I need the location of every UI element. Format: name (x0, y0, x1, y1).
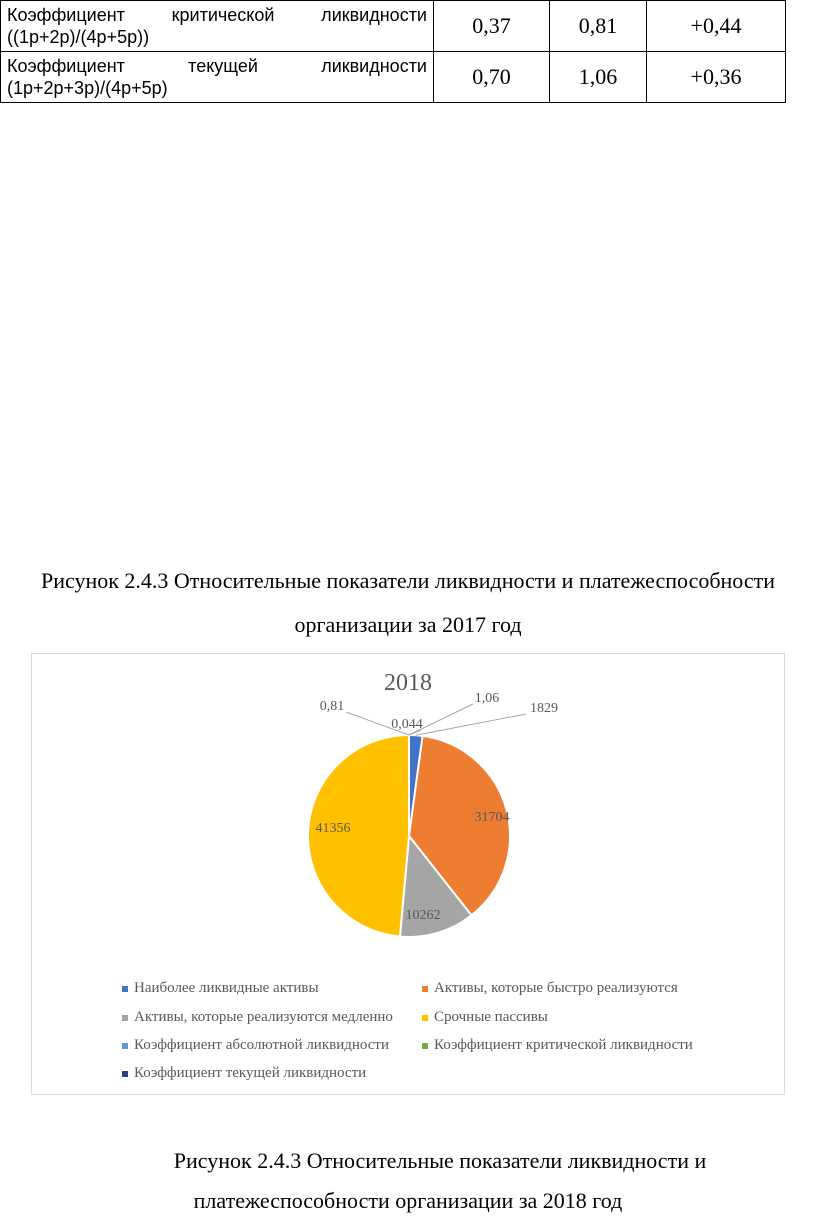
pie-chart-svg (32, 654, 784, 1094)
legend-label: Коэффициент абсолютной ликвидности (134, 1037, 389, 1053)
liquidity-table (0, 0, 786, 103)
label-leader-line (416, 714, 526, 735)
change-cell: +0,44 (647, 1, 786, 52)
legend-item (422, 1037, 693, 1054)
figure-caption-2017-line2: организации за 2017 год (294, 612, 522, 637)
legend-swatch (122, 986, 128, 992)
data-label: 1,06 (474, 691, 500, 706)
legend-item (422, 980, 678, 997)
legend-swatch (122, 1015, 128, 1021)
change-cell: +0,36 (647, 52, 786, 103)
indicator-formula: ((1р+2р)/(4р+5р)) (7, 26, 150, 47)
value-2017-cell: 0,70 (434, 52, 550, 103)
indicator-name-cell (1, 1, 434, 52)
data-label: 10262 (405, 908, 441, 923)
legend-item (422, 1009, 548, 1026)
data-label: 0,81 (319, 699, 345, 714)
legend-item (122, 980, 319, 997)
figure-caption-2018-line2: платежеспособности организации за 2018 год (193, 1188, 623, 1213)
pie-chart-2018 (31, 653, 785, 1095)
legend-swatch (422, 1043, 428, 1049)
table-row (1, 1, 786, 52)
indicator-name: Коэффициент критической ликвидности (7, 4, 427, 25)
indicator-name-cell (1, 52, 434, 103)
table-row (1, 52, 786, 103)
data-label: 0,044 (391, 717, 423, 732)
indicator-name: Коэффициент текущей ликвидности (7, 55, 427, 76)
figure-caption-2018-line1: Рисунок 2.4.3 Относительные показатели ликвидности и (173, 1148, 707, 1173)
legend-label: Коэффициент текущей ликвидности (134, 1065, 367, 1081)
legend-item (122, 1009, 393, 1026)
legend-label: Срочные пассивы (434, 1009, 548, 1025)
legend-label: Активы, которые реализуются медленно (134, 1009, 393, 1025)
legend-swatch (122, 1071, 128, 1077)
data-label: 41356 (315, 821, 351, 836)
value-2018-cell: 0,81 (550, 1, 647, 52)
legend-swatch (422, 1015, 428, 1021)
value-2018-cell: 1,06 (550, 52, 647, 103)
figure-caption-2017-line1: Рисунок 2.4.3 Относительные показатели ликвидности и платежеспособности (40, 568, 776, 593)
data-label: 1829 (530, 701, 558, 716)
data-label: 31704 (474, 810, 510, 825)
chart-title: 2018 (384, 670, 432, 696)
legend-swatch (422, 986, 428, 992)
legend-label: Активы, которые быстро реализуются (434, 980, 678, 996)
legend-label: Наиболее ликвидные активы (134, 980, 319, 996)
value-2017-cell: 0,37 (434, 1, 550, 52)
indicator-formula: (1р+2р+3р)/(4р+5р) (7, 77, 168, 98)
legend-item (122, 1037, 389, 1054)
legend-item (122, 1065, 366, 1082)
legend-label: Коэффициент критической ликвидности (434, 1037, 693, 1053)
legend-swatch (122, 1043, 128, 1049)
